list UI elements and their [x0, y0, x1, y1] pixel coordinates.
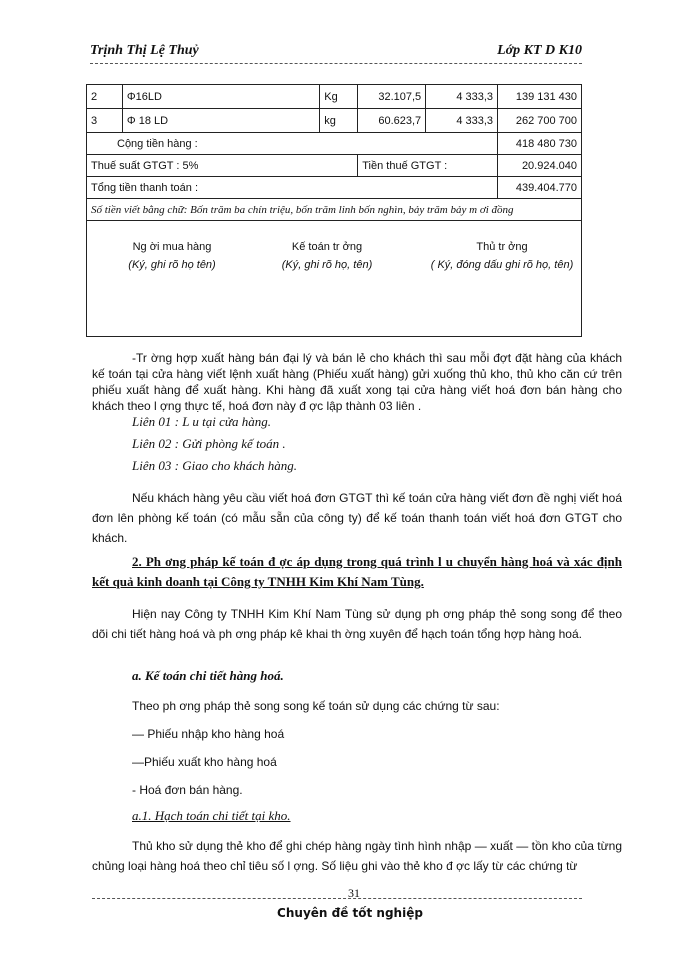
in-words-row	[87, 199, 582, 221]
row-quantity: 32.107,5	[358, 85, 426, 109]
footer-title: Chuyên đề tốt nghiệp	[277, 906, 423, 920]
invoice-table	[86, 84, 582, 337]
total-value: 439.404.770	[498, 177, 582, 199]
total-label: Tổng tiền thanh toán :	[87, 177, 498, 199]
signature-row	[87, 221, 582, 337]
list-item-issue-slip: —Phiếu xuất kho hàng hoá	[132, 755, 277, 769]
vat-rate-label: Thuế suất GTGT : 5%	[87, 155, 358, 177]
signature-block	[87, 221, 582, 337]
row-amount: 139 131 430	[498, 85, 582, 109]
row-unit-price: 4 333,3	[426, 109, 498, 133]
vat-amount-label: Tiền thuế GTGT :	[358, 155, 498, 177]
signature-note: (Ký, ghi rõ họ, tên)	[281, 259, 373, 271]
row-stt: 3	[87, 109, 123, 133]
paragraph-export-process: -Tr ờng hợp xuất hàng bán đại lý và bán lẻ cho khách thì sau mỗi đợt đặt hàng của khách kế toán tại cửa hàng viết lệnh xuất hàng (Phiếu xuất hàng) gửi xuống thủ kho, thủ kho căn cứ trên phiếu xuất hàng để xuất hàng. Khi hàng đã xuất xong tại cửa hàng viết hoá đơn bán hàng cho khách theo l ợng thực tế, hoá đơn này đ ợc lập thành 03 liên .	[92, 351, 622, 413]
list-item-lien-01: Liên 01 : L u tại cửa hàng.	[132, 414, 272, 429]
signature-chief-accountant	[257, 241, 397, 271]
signature-note: (Ký, ghi rõ họ tên)	[128, 259, 216, 271]
signature-role: Kế toán tr ởng	[291, 241, 363, 253]
row-item-name: Φ 18 LD	[122, 109, 319, 133]
subtotal-row	[87, 133, 582, 155]
subheading-a1: a.1. Hạch toán chi tiết tại kho.	[132, 808, 291, 823]
list-item-sales-invoice: - Hoá đơn bán hàng.	[132, 783, 243, 797]
signature-role: Ng ời mua hàng	[132, 241, 212, 253]
subtotal-label: Cộng tiền hàng :	[87, 133, 498, 155]
header-author: Trịnh Thị Lệ Thuỷ	[90, 43, 199, 58]
signature-note: ( Ký, đóng dấu ghi rõ họ, tên)	[430, 259, 574, 271]
vat-amount-value: 20.924.040	[498, 155, 582, 177]
paragraph-method-overview: Hiện nay Công ty TNHH Kim Khí Nam Tùng sử dụng ph ơng pháp thẻ song song để theo dõi chi tiết hàng hoá và ph ơng pháp kê khai th ờng xuyên để hạch toán tổng hợp hàng hoá.	[92, 607, 622, 641]
list-item-lien-02: Liên 02 : Gửi phòng kế toán .	[132, 436, 286, 451]
subtotal-value: 418 480 730	[498, 133, 582, 155]
page-header	[90, 40, 582, 64]
signature-buyer	[107, 241, 237, 271]
header-class: Lớp KT D K10	[497, 43, 582, 58]
section-heading-2: 2. Ph ơng pháp kế toán đ ợc áp dụng trong quá trình l u chuyển hàng hoá và xác định kết quả kinh doanh tại Công ty TNHH Kim Khí Nam Tùng.	[92, 554, 622, 589]
paragraph-documents-used: Theo ph ơng pháp thẻ song song kế toán sử dụng các chứng từ sau:	[132, 699, 500, 713]
page-number: 31	[348, 886, 360, 900]
row-amount: 262 700 700	[498, 109, 582, 133]
row-unit: kg	[320, 109, 358, 133]
list-item-receipt-slip: — Phiếu nhập kho hàng hoá	[132, 727, 285, 741]
total-row	[87, 177, 582, 199]
signature-director	[417, 241, 587, 271]
signature-role: Thủ tr ởng	[476, 241, 528, 253]
list-item-lien-03: Liên 03 : Giao cho khách hàng.	[132, 458, 298, 473]
subheading-a: a. Kế toán chi tiết hàng hoá.	[132, 668, 284, 683]
amount-in-words: Số tiền viết bằng chữ: Bốn trăm ba chín triệu, bốn trăm linh bốn nghìn, bảy trăm bảy m ơi đồng	[87, 199, 582, 221]
table-row	[87, 109, 582, 133]
paragraph-warehouse-card: Thủ kho sử dụng thẻ kho để ghi chép hàng ngày tình hình nhập — xuất — tồn kho của từng chủng loại hàng hoá theo chỉ tiêu số l ợng. Số liệu ghi vào thẻ kho đ ợc lấy từ các chứng từ	[92, 839, 622, 873]
vat-row	[87, 155, 582, 177]
table-row	[87, 85, 582, 109]
row-unit: Kg	[320, 85, 358, 109]
row-quantity: 60.623,7	[358, 109, 426, 133]
footer-divider	[92, 898, 582, 899]
paragraph-vat-invoice: Nếu khách hàng yêu cầu viết hoá đơn GTGT thì kế toán cửa hàng viết đơn đề nghị viết hoá đơn lên phòng kế toán (có mẫu sẵn của công ty) để kế toán thanh toán viết hoá đơn GTGT cho khách.	[92, 491, 622, 545]
row-item-name: Φ16LD	[122, 85, 319, 109]
row-unit-price: 4 333,3	[426, 85, 498, 109]
row-stt: 2	[87, 85, 123, 109]
